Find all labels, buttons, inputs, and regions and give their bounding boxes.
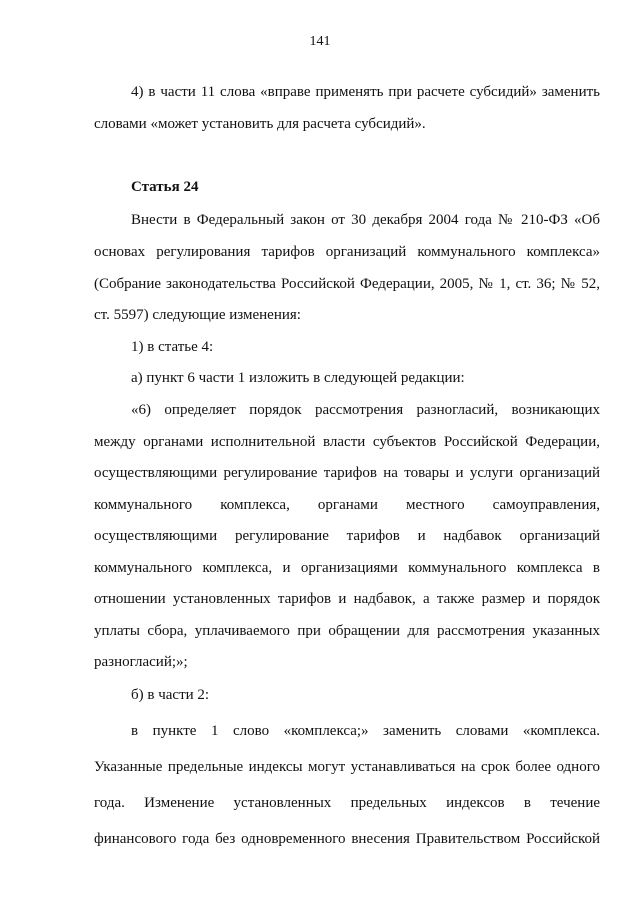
paragraph-line: осуществляющими регулирование тарифов на товары и услуги организаций <box>94 465 600 481</box>
paragraph-line: Указанные предельные индексы могут устанавливаться на срок более одного <box>94 759 600 775</box>
paragraph-line: «6) определяет порядок рассмотрения разногласий, возникающих <box>131 402 600 418</box>
paragraph-line: а) пункт 6 части 1 изложить в следующей редакции: <box>131 370 465 386</box>
paragraph-line: осуществляющими регулирование тарифов и надбавок организаций <box>94 528 600 544</box>
paragraph-line: 1) в статье 4: <box>131 339 214 355</box>
paragraph-line: финансового года без одновременного внесения Правительством Российской <box>94 831 600 847</box>
paragraph-line: уплаты сбора, уплачиваемого при обращении для рассмотрения указанных <box>94 623 600 639</box>
paragraph-line: отношении установленных тарифов и надбавок, а также размер и порядок <box>94 591 600 607</box>
paragraph-line: коммунального комплекса, органами местного самоуправления, <box>94 497 600 513</box>
paragraph-line: словами «может установить для расчета субсидий». <box>94 116 426 132</box>
paragraph-line: ст. 5597) следующие изменения: <box>94 307 301 323</box>
paragraph-line: 4) в части 11 слова «вправе применять при расчете субсидий» заменить <box>131 84 600 100</box>
paragraph-line: (Собрание законодательства Российской Федерации, 2005, № 1, ст. 36; № 52, <box>94 276 600 292</box>
paragraph-line: года. Изменение установленных предельных индексов в течение <box>94 795 600 811</box>
paragraph-line: Внести в Федеральный закон от 30 декабря 2004 года № 210-ФЗ «Об <box>131 212 600 228</box>
page-number: 141 <box>309 34 331 49</box>
paragraph-line: в пункте 1 слово «комплекса;» заменить словами «комплекса. <box>131 723 600 739</box>
paragraph-line: основах регулирования тарифов организаций коммунального комплекса» <box>94 244 600 260</box>
paragraph-line: между органами исполнительной власти субъектов Российской Федерации, <box>94 434 600 450</box>
paragraph-line: коммунального комплекса, и организациями коммунального комплекса в <box>94 560 600 576</box>
paragraph-line: разногласий;»; <box>94 654 188 670</box>
paragraph-line: б) в части 2: <box>131 687 210 703</box>
article-heading: Статья 24 <box>131 179 199 195</box>
